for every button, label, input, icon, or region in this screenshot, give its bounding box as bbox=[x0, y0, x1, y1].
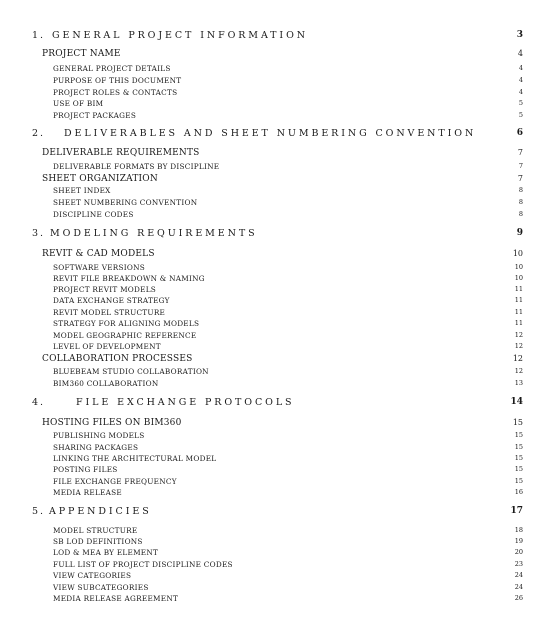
toc-entry-level-1[interactable] bbox=[0, 228, 551, 242]
page-number: 11 bbox=[514, 319, 523, 327]
page-number: 24 bbox=[514, 571, 523, 579]
toc-entry-level-3[interactable] bbox=[53, 548, 551, 557]
topic-title: LEVEL OF DEVELOPMENT bbox=[53, 342, 161, 351]
toc-entry-level-3[interactable] bbox=[53, 331, 551, 340]
topic-title: BIM360 COLLABORATION bbox=[53, 379, 159, 388]
page-number: 11 bbox=[514, 285, 523, 293]
toc-entry-level-1[interactable] bbox=[0, 506, 551, 520]
page-number: 11 bbox=[514, 296, 523, 304]
topic-title: LINKING THE ARCHITECTURAL MODEL bbox=[53, 454, 217, 463]
topic-title: PURPOSE OF THIS DOCUMENT bbox=[53, 76, 182, 85]
topic-title: PROJECT PACKAGES bbox=[53, 111, 137, 120]
page-number: 15 bbox=[514, 454, 523, 462]
page-number: 12 bbox=[514, 342, 523, 350]
page-number: 10 bbox=[514, 263, 523, 271]
topic-title: SHEET NUMBERING CONVENTION bbox=[53, 198, 198, 207]
page-number: 12 bbox=[514, 331, 523, 339]
section-number: 1. bbox=[32, 30, 46, 41]
toc-entry-level-3[interactable] bbox=[53, 583, 551, 592]
toc-entry-level-3[interactable] bbox=[53, 111, 551, 120]
toc-entry-level-3[interactable] bbox=[53, 99, 551, 108]
toc-entry-level-3[interactable] bbox=[53, 488, 551, 497]
toc-entry-level-3[interactable] bbox=[53, 274, 551, 283]
toc-entry-level-3[interactable] bbox=[53, 477, 551, 486]
page-number: 8 bbox=[518, 198, 523, 206]
toc-entry-level-1[interactable] bbox=[0, 30, 551, 44]
topic-title: PROJECT REVIT MODELS bbox=[53, 285, 157, 294]
topic-title: VIEW SUBCATEGORIES bbox=[53, 583, 149, 592]
page-number: 16 bbox=[514, 488, 523, 496]
page-number: 23 bbox=[514, 560, 523, 568]
toc-entry-level-2[interactable] bbox=[42, 49, 551, 59]
toc-entry-level-3[interactable] bbox=[53, 367, 551, 376]
topic-title: PUBLISHING MODELS bbox=[53, 431, 145, 440]
page-number: 6 bbox=[516, 128, 523, 138]
topic-title: POSTING FILES bbox=[53, 465, 118, 474]
topic-title: SHEET INDEX bbox=[53, 186, 111, 195]
page-number: 20 bbox=[514, 548, 523, 556]
page-number: 24 bbox=[514, 583, 523, 591]
toc-entry-level-3[interactable] bbox=[53, 263, 551, 272]
section-title: MODELING REQUIREMENTS bbox=[50, 228, 258, 239]
toc-entry-level-2[interactable] bbox=[42, 148, 551, 158]
toc-entry-level-3[interactable] bbox=[53, 379, 551, 388]
toc-entry-level-3[interactable] bbox=[53, 198, 551, 207]
topic-title: USE OF BIM bbox=[53, 99, 104, 108]
subsection-title: PROJECT NAME bbox=[42, 49, 121, 59]
topic-title: BLUEBEAM STUDIO COLLABORATION bbox=[53, 367, 209, 376]
toc-entry-level-1[interactable] bbox=[0, 397, 551, 411]
toc-entry-level-2[interactable] bbox=[42, 174, 551, 184]
topic-title: PROJECT ROLES & CONTACTS bbox=[53, 88, 178, 97]
toc-entry-level-1[interactable] bbox=[0, 128, 551, 142]
page-number: 14 bbox=[510, 397, 523, 407]
topic-title: SOFTWARE VERSIONS bbox=[53, 263, 146, 272]
page-number: 10 bbox=[514, 274, 523, 282]
topic-title: DATA EXCHANGE STRATEGY bbox=[53, 296, 170, 305]
subsection-title: COLLABORATION PROCESSES bbox=[42, 354, 193, 364]
toc-entry-level-3[interactable] bbox=[53, 537, 551, 546]
topic-title: MEDIA RELEASE bbox=[53, 488, 122, 497]
topic-title: FULL LIST OF PROJECT DISCIPLINE CODES bbox=[53, 560, 233, 569]
page-number: 19 bbox=[514, 537, 523, 545]
section-title: APPENDICIES bbox=[49, 506, 152, 517]
toc-entry-level-3[interactable] bbox=[53, 454, 551, 463]
topic-title: REVIT FILE BREAKDOWN & NAMING bbox=[53, 274, 205, 283]
page-number: 15 bbox=[514, 443, 523, 451]
toc-entry-level-3[interactable] bbox=[53, 186, 551, 195]
page-number: 3 bbox=[516, 30, 523, 40]
section-title: DELIVERABLES AND SHEET NUMBERING CONVENTION bbox=[64, 128, 477, 139]
section-number: 4. bbox=[32, 397, 46, 408]
subsection-title: REVIT & CAD MODELS bbox=[42, 249, 155, 259]
page-number: 13 bbox=[514, 379, 523, 387]
page-number: 9 bbox=[516, 228, 523, 238]
toc-entry-level-3[interactable] bbox=[53, 571, 551, 580]
toc-entry-level-3[interactable] bbox=[53, 210, 551, 219]
topic-title: LOD & MEA BY ELEMENT bbox=[53, 548, 159, 557]
section-title: GENERAL PROJECT INFORMATION bbox=[52, 30, 308, 41]
toc-entry-level-3[interactable] bbox=[53, 308, 551, 317]
page-number: 18 bbox=[514, 526, 523, 534]
topic-title: SHARING PACKAGES bbox=[53, 443, 139, 452]
topic-title: MEDIA RELEASE AGREEMENT bbox=[53, 594, 179, 603]
toc-entry-level-3[interactable] bbox=[53, 76, 551, 85]
page-number: 4 bbox=[518, 76, 523, 84]
page-number: 10 bbox=[512, 249, 523, 258]
toc-entry-level-3[interactable] bbox=[53, 285, 551, 294]
page-number: 4 bbox=[518, 88, 523, 96]
topic-title: FILE EXCHANGE FREQUENCY bbox=[53, 477, 177, 486]
page-number: 7 bbox=[517, 174, 523, 183]
page-number: 4 bbox=[517, 49, 523, 58]
toc-entry-level-3[interactable] bbox=[53, 560, 551, 569]
toc-entry-level-3[interactable] bbox=[53, 88, 551, 97]
toc-entry-level-2[interactable] bbox=[42, 249, 551, 259]
toc-entry-level-3[interactable] bbox=[53, 594, 551, 603]
toc-entry-level-3[interactable] bbox=[53, 342, 551, 351]
toc-entry-level-3[interactable] bbox=[53, 526, 551, 535]
topic-title: MODEL STRUCTURE bbox=[53, 526, 138, 535]
topic-title: STRATEGY FOR ALIGNING MODELS bbox=[53, 319, 200, 328]
page-number: 11 bbox=[514, 308, 523, 316]
section-number: 5. bbox=[32, 506, 46, 517]
topic-title: GENERAL PROJECT DETAILS bbox=[53, 64, 171, 73]
toc-entry-level-3[interactable] bbox=[53, 319, 551, 328]
page-number: 8 bbox=[518, 186, 523, 194]
page-number: 5 bbox=[518, 99, 523, 107]
section-number: 2. bbox=[32, 128, 46, 139]
topic-title: SB LOD DEFINITIONS bbox=[53, 537, 143, 546]
page-number: 8 bbox=[518, 210, 523, 218]
topic-title: REVIT MODEL STRUCTURE bbox=[53, 308, 166, 317]
page-number: 12 bbox=[514, 367, 523, 375]
page-number: 26 bbox=[514, 594, 523, 602]
toc-entry-level-3[interactable] bbox=[53, 465, 551, 474]
subsection-title: DELIVERABLE REQUIREMENTS bbox=[42, 148, 200, 158]
toc-entry-level-3[interactable] bbox=[53, 64, 551, 73]
page-number: 15 bbox=[514, 465, 523, 473]
page-number: 12 bbox=[512, 354, 523, 363]
page-number: 5 bbox=[518, 111, 523, 119]
page-number: 4 bbox=[518, 64, 523, 72]
toc-entry-level-3[interactable] bbox=[53, 443, 551, 452]
toc-entry-level-2[interactable] bbox=[42, 354, 551, 364]
page-number: 7 bbox=[517, 148, 523, 157]
topic-title: VIEW CATEGORIES bbox=[53, 571, 132, 580]
toc-entry-level-2[interactable] bbox=[42, 418, 551, 428]
subsection-title: HOSTING FILES ON BIM360 bbox=[42, 418, 182, 428]
page-number: 7 bbox=[518, 162, 523, 170]
toc-entry-level-3[interactable] bbox=[53, 296, 551, 305]
page-number: 15 bbox=[512, 418, 523, 427]
page-number: 17 bbox=[510, 506, 523, 516]
section-number: 3. bbox=[32, 228, 46, 239]
page-number: 15 bbox=[514, 431, 523, 439]
subsection-title: SHEET ORGANIZATION bbox=[42, 174, 158, 184]
section-title: FILE EXCHANGE PROTOCOLS bbox=[76, 397, 295, 408]
page-number: 15 bbox=[514, 477, 523, 485]
toc-entry-level-3[interactable] bbox=[53, 162, 551, 171]
topic-title: DISCIPLINE CODES bbox=[53, 210, 134, 219]
topic-title: DELIVERABLE FORMATS BY DISCIPLINE bbox=[53, 162, 220, 171]
toc-entry-level-3[interactable] bbox=[53, 431, 551, 440]
topic-title: MODEL GEOGRAPHIC REFERENCE bbox=[53, 331, 197, 340]
